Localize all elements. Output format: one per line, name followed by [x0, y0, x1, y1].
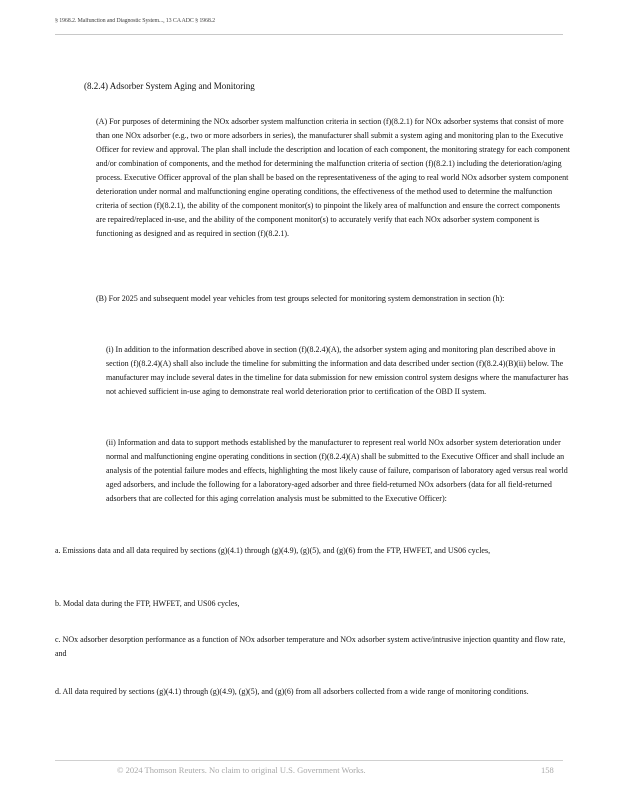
- list-item-c-text: c. NOx adsorber desorption performance as a function of NOx adsorber temperature and NOx adsorber system active/intrusive injection quantity and flow rate, and: [55, 635, 566, 658]
- paragraph-b: [96, 292, 571, 306]
- paragraph-b-i-text: (i) In addition to the information described above in section (f)(8.2.4)(A), the adsorber system aging and monitoring plan described above in section (f)(8.2.4)(A) shall also include the timeline for submitting the information and data described under section (f)(8.2.4)(B)(ii) below. The manufacturer may include several dates in the timeline for data submission for new emission control system designs where the manufacturer has not achieved sufficient in-use aging to demonstrate real world deterioration prior to certification of the OBD II system.: [106, 345, 569, 396]
- list-item-a-text: a. Emissions data and all data required by sections (g)(4.1) through (g)(4.9), (g)(5), and (g)(6) from the FTP, HWFET, and US06 cycles,: [55, 546, 491, 555]
- page-number: 158: [541, 765, 554, 775]
- header-divider: [55, 34, 563, 35]
- list-item-b-text: b. Modal data during the FTP, HWFET, and US06 cycles,: [55, 599, 240, 608]
- paragraph-b-text: (B) For 2025 and subsequent model year vehicles from test groups selected for monitoring system demonstration in section (h):: [96, 294, 505, 303]
- paragraph-a: [96, 115, 571, 241]
- list-item-d: [55, 685, 570, 699]
- footer-divider: [55, 760, 563, 761]
- list-item-c: [55, 633, 570, 661]
- paragraph-b-ii-text: (ii) Information and data to support methods established by the manufacturer to represent real world NOx adsorber system deterioration under normal and malfunctioning engine operating conditions in section (f)(8.2.4)(A) shall be submitted to the Executive Officer and shall include an analysis of the potential failure modes and effects, highlighting the most likely cause of failure, comparison of laboratory aged versus real world aged adsorbers, and include the following for a laboratory-aged adsorber and three field-returned NOx adsorbers (data for all field-returned adsorbers that are collected for this aging correlation analysis must be submitted to the Executive Officer):: [106, 438, 568, 503]
- list-item-b: [55, 597, 570, 611]
- footer-copyright: © 2024 Thomson Reuters. No claim to original U.S. Government Works.: [117, 765, 366, 775]
- paragraph-a-text: (A) For purposes of determining the NOx adsorber system malfunction criteria in section (f)(8.2.1) for NOx adsorber systems that consist of more than one NOx adsorber (e.g., two or more adsorbers in series), the manufacturer shall submit a system aging and monitoring plan to the Executive Officer for review and approval. The plan shall include the description and location of each component, the monitoring strategy for each component and/or combination of components, and the method for determining the malfunction criteria of section (f)(8.2.1) including the deterioration/aging process. Executive Officer approval of the plan shall be based on the representativeness of the aging to real world NOx adsorber system component deterioration under normal and malfunctioning engine operating conditions, the effectiveness of the method used to determine the malfunction criteria of section (f)(8.2.1), the ability of the component monitor(s) to pinpoint the likely area of malfunction and ensure the correct components are repaired/replaced in-use, and the ability of the component monitor(s) to accurately verify that each NOx adsorber system component is functioning as designed and as required in section (f)(8.2.1).: [96, 117, 570, 238]
- list-item-d-text: d. All data required by sections (g)(4.1) through (g)(4.9), (g)(5), and (g)(6) from all adsorbers collected from a wide range of monitoring conditions.: [55, 687, 529, 696]
- paragraph-b-ii: [106, 436, 571, 506]
- running-header: § 1968.2. Malfunction and Diagnostic System..., 13 CA ADC § 1968.2: [55, 18, 215, 24]
- list-item-a: [55, 544, 570, 558]
- paragraph-b-i: [106, 343, 571, 399]
- section-heading: (8.2.4) Adsorber System Aging and Monitoring: [84, 81, 255, 91]
